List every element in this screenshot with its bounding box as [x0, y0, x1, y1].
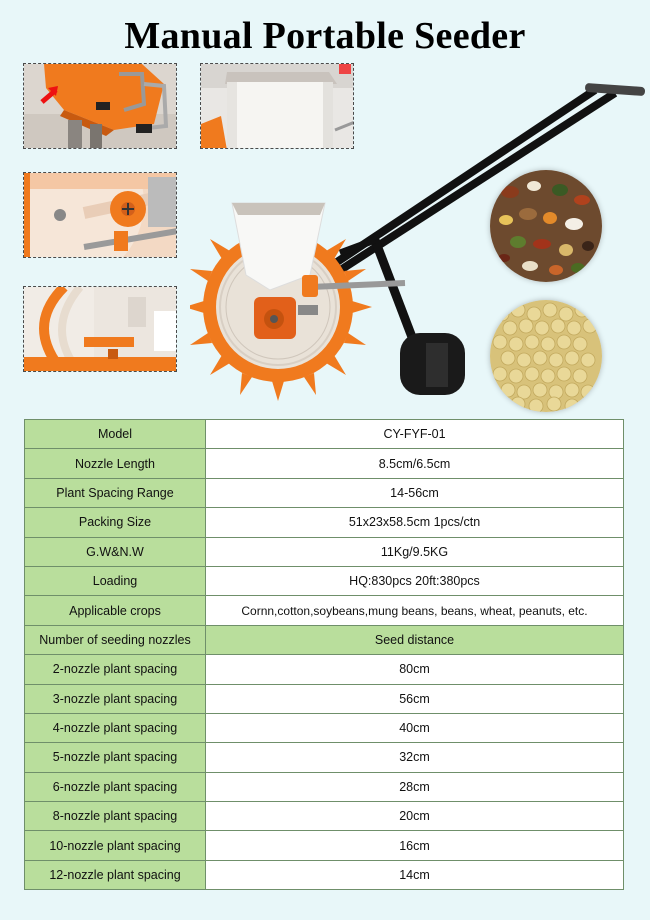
spacing-row [25, 860, 624, 889]
spacing-value: 80cm [206, 655, 624, 684]
spacing-row [25, 802, 624, 831]
spacing-value: 32cm [206, 743, 624, 772]
spacing-key: 5-nozzle plant spacing [25, 743, 206, 772]
spec-row-weight [25, 537, 624, 566]
spacing-value: 40cm [206, 713, 624, 742]
spec-value: 8.5cm/6.5cm [206, 449, 624, 478]
spacing-header-value: Seed distance [206, 625, 624, 654]
spacing-value: 28cm [206, 772, 624, 801]
spacing-header-key: Number of seeding nozzles [25, 625, 206, 654]
spec-value: HQ:830pcs 20ft:380pcs [206, 566, 624, 595]
spec-value: 11Kg/9.5KG [206, 537, 624, 566]
spec-table [24, 419, 624, 890]
spacing-row [25, 713, 624, 742]
spacing-row [25, 655, 624, 684]
spacing-key: 2-nozzle plant spacing [25, 655, 206, 684]
spec-key: Plant Spacing Range [25, 478, 206, 507]
spec-value: Cornn,cotton,soybeans,mung beans, beans, wheat, peanuts, etc. [206, 596, 624, 625]
spec-key: Loading [25, 566, 206, 595]
spec-key: Applicable crops [25, 596, 206, 625]
soybeans-photo [490, 300, 602, 412]
wheel-rim-photo [23, 286, 177, 372]
spacing-key: 6-nozzle plant spacing [25, 772, 206, 801]
spacing-value: 20cm [206, 802, 624, 831]
wheel-hub-photo [23, 172, 177, 258]
spec-row-applicable-crops [25, 596, 624, 625]
spec-row-nozzle-length [25, 449, 624, 478]
spacing-header-row [25, 625, 624, 654]
spacing-value: 16cm [206, 831, 624, 860]
spec-row-model [25, 420, 624, 449]
mixed-beans-photo [490, 170, 602, 282]
spec-key: Nozzle Length [25, 449, 206, 478]
spec-key: Model [25, 420, 206, 449]
spacing-key: 4-nozzle plant spacing [25, 713, 206, 742]
spec-row-loading [25, 566, 624, 595]
nozzle-clip-photo [23, 63, 177, 149]
spacing-key: 3-nozzle plant spacing [25, 684, 206, 713]
spec-row-plant-spacing-range [25, 478, 624, 507]
page-title: Manual Portable Seeder [124, 15, 526, 57]
spacing-key: 10-nozzle plant spacing [25, 831, 206, 860]
spacing-row [25, 772, 624, 801]
spec-row-packing-size [25, 508, 624, 537]
spec-value: 14-56cm [206, 478, 624, 507]
spec-value: 51x23x58.5cm 1pcs/ctn [206, 508, 624, 537]
spec-value: CY-FYF-01 [206, 420, 624, 449]
spacing-key: 8-nozzle plant spacing [25, 802, 206, 831]
spacing-value: 14cm [206, 860, 624, 889]
spacing-key: 12-nozzle plant spacing [25, 860, 206, 889]
spec-key: G.W&N.W [25, 537, 206, 566]
spacing-value: 56cm [206, 684, 624, 713]
spacing-row [25, 831, 624, 860]
spacing-row [25, 743, 624, 772]
spacing-row [25, 684, 624, 713]
spec-key: Packing Size [25, 508, 206, 537]
